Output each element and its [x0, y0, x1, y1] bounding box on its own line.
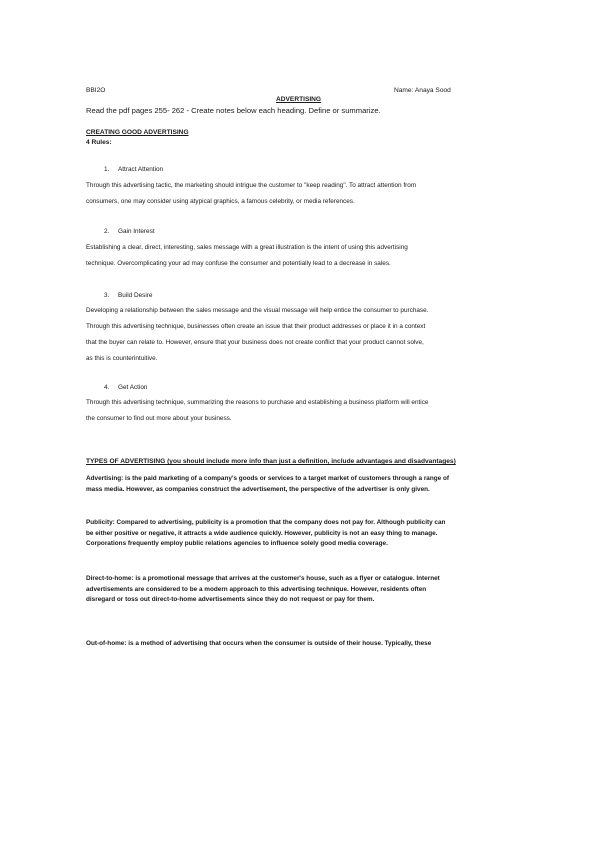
- text-line: mass media. However, as companies construct the advertisement, the perspective of the advertiser is only given.: [86, 485, 430, 493]
- rule-title: [104, 292, 152, 299]
- rules-subheading: 4 Rules:: [86, 139, 112, 146]
- page-title: ADVERTISING: [276, 96, 322, 103]
- text-line: that the buyer can relate to. However, ensure that your business does not create conflict that your product cannot solve,: [86, 339, 424, 346]
- text-line: as this is counterintuitive.: [86, 355, 158, 362]
- rule-title: [104, 166, 163, 173]
- rule-number: 4.: [104, 384, 110, 391]
- text-line: Through this advertising technique, businesses often create an issue that their product addresses or place it in a context: [86, 323, 426, 330]
- rule-number: 1.: [104, 166, 110, 173]
- text-line: Direct-to-home: is a promotional message that arrives at the customer's house, such as a flyer or catalogue. Internet: [86, 575, 440, 582]
- rule-description: [86, 303, 526, 367]
- text-line: advertisements are considered to be a modern approach to this advertising technique. However, residents often: [86, 585, 427, 593]
- rule-description: [86, 178, 526, 210]
- text-line: Advertising: is the paid marketing of a company's goods or services to a target market of customers through a range of: [86, 475, 450, 482]
- text-line: technique. Overcomplicating your ad may confuse the consumer and potentially lead to a decrease in sales.: [86, 260, 391, 267]
- rule-description: [86, 240, 526, 272]
- rule-label: Gain Interest: [118, 228, 155, 235]
- text-line: Developing a relationship between the sales message and the visual message will help entice the consumer to purchase.: [86, 307, 429, 314]
- text-line: Corporations frequently employ public relations agencies to influence solely good media coverage.: [86, 540, 388, 547]
- rule-label: Get Action: [118, 384, 148, 391]
- text-line: Through this advertising technique, summarizing the reasons to purchase and establishing a business platform will entice: [86, 399, 429, 406]
- text-line: be either positive or negative, it attracts a wide audience quickly. However, publicity is not an easy thing to manage.: [86, 529, 438, 537]
- text-line: consumers, one may consider using atypical graphics, a famous celebrity, or media references.: [86, 198, 355, 205]
- type-definition-publicity: [86, 518, 526, 550]
- type-definition-direct-to-home: [86, 574, 526, 606]
- text-line: Establishing a clear, direct, interesting, sales message with a great illustration is the intent of using this advertising: [86, 244, 408, 251]
- type-definition-out-of-home: [86, 639, 526, 650]
- rule-number: 2.: [104, 228, 110, 235]
- rule-label: Build Desire: [118, 292, 153, 299]
- text-line: disregard or toss out direct-to-home advertisements since they do not request or pay for them.: [86, 596, 375, 603]
- instructions: Read the pdf pages 255- 262 - Create notes below each heading. Define or summarize.: [86, 106, 381, 115]
- text-line: the consumer to find out more about your business.: [86, 415, 232, 422]
- section-heading-creating-good-advertising: CREATING GOOD ADVERTISING: [86, 129, 189, 136]
- type-definition-advertising: [86, 474, 526, 495]
- rule-title: [104, 228, 155, 235]
- section-heading-types-of-advertising: TYPES OF ADVERTISING (you should include more info than just a definition, include advantages and disadvantages): [86, 458, 456, 465]
- text-line: Out-of-home: is a method of advertising that occurs when the consumer is outside of their house. Typically, these: [86, 640, 432, 647]
- text-line: Publicity: Compared to advertising, publicity is a promotion that the company does not pay for. Although publicity can: [86, 519, 446, 526]
- rule-description: [86, 395, 526, 427]
- rule-number: 3.: [104, 292, 110, 299]
- rule-title: [104, 384, 148, 391]
- course-code: BBI2O: [86, 87, 106, 94]
- student-name: Name: Anaya Sood: [394, 87, 451, 94]
- text-line: Through this advertising tactic, the marketing should intrigue the customer to "keep reading". To attract attention from: [86, 182, 417, 189]
- rule-label: Attract Attention: [118, 166, 164, 173]
